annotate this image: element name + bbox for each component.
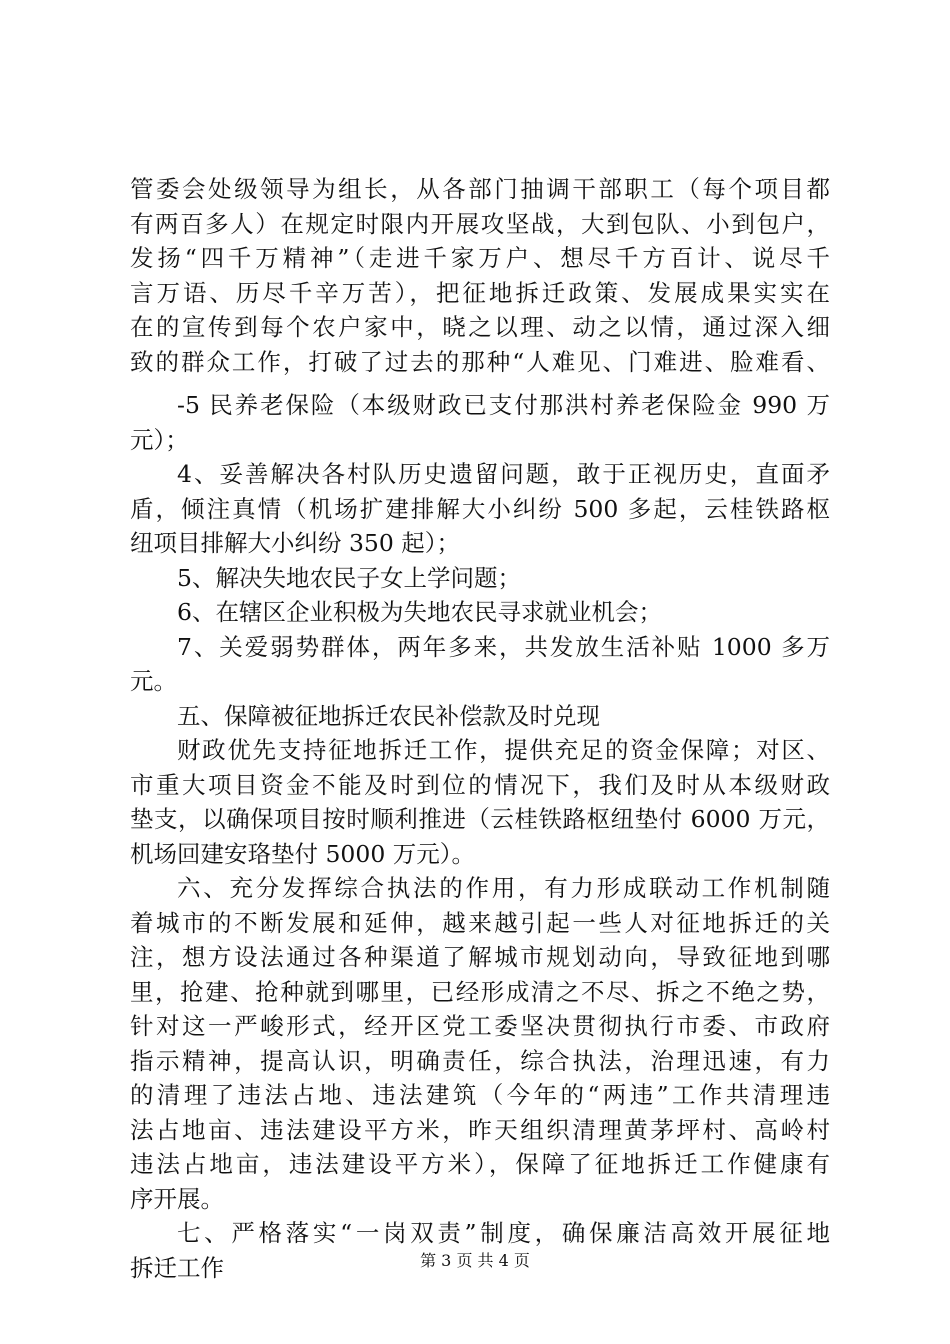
text-line: 致的群众工作，打破了过去的那种“人难见、门难进、脸难看、 — [130, 347, 830, 376]
text-line: 4、妥善解决各村队历史遗留问题，敢于正视历史，直面矛 — [177, 460, 830, 488]
text-line: 垫支，以确保项目按时顺利推进（云桂铁路枢纽垫付 6000 万元， — [130, 805, 830, 833]
section-heading: 七、严格落实“一岗双责”制度，确保廉洁高效开展征地 — [177, 1219, 830, 1247]
text-line: 里，抢建、抢种就到哪里，已经形成清之不尽、拆之不绝之势， — [130, 977, 830, 1006]
text-line: 有两百多人）在规定时限内开展攻坚战，大到包队、小到包户， — [130, 209, 830, 238]
section-heading: 六、充分发挥综合执法的作用，有力形成联动工作机制随 — [177, 874, 830, 902]
text-line: 言万语、历尽千辛万苦），把征地拆迁政策、发展成果实实在 — [130, 278, 830, 307]
top-paragraph — [130, 172, 830, 379]
text-line: 的清理了违法占地、违法建筑（今年的“两违”工作共清理违 — [130, 1081, 830, 1109]
text-line: 指示精神，提高认识，明确责任，综合执法，治理迅速，有力 — [130, 1046, 830, 1075]
text-line: 5、解决失地农民子女上学问题； — [177, 563, 521, 592]
text-line: 纽项目排解大小纠纷 350 起）； — [130, 529, 461, 557]
text-line: 拆迁工作 — [130, 1253, 224, 1282]
text-line: 7、关爱弱势群体，两年多来，共发放生活补贴 1000 多万 — [177, 632, 830, 661]
text-line: -5 民养老保险（本级财政已支付那洪村养老保险金 990 万 — [177, 391, 830, 419]
text-line: 违法占地亩，违法建设平方米），保障了征地拆迁工作健康有 — [130, 1150, 830, 1178]
text-line: 机场回建安珞垫付 5000 万元）。 — [130, 839, 475, 868]
main-body — [130, 388, 830, 1285]
text-line: 市重大项目资金不能及时到位的情况下，我们及时从本级财政 — [130, 770, 830, 799]
page-number-footer: 第 3 页 共 4 页 — [420, 1251, 530, 1270]
text-line: 6、在辖区企业积极为失地农民寻求就业机会； — [177, 598, 662, 626]
text-line: 注，想方设法通过各种渠道了解城市规划动向，导致征地到哪 — [130, 943, 830, 971]
text-line: 盾，倾注真情（机场扩建排解大小纠纷 500 多起，云桂铁路枢 — [130, 494, 830, 523]
text-line: 在的宣传到每个农户家中，晓之以理、动之以情，通过深入细 — [130, 313, 830, 341]
text-line: 法占地亩、违法建设平方米，昨天组织清理黄茅坪村、高岭村 — [130, 1115, 830, 1144]
text-line: 元。 — [130, 667, 177, 695]
text-line: 着城市的不断发展和延伸，越来越引起一些人对征地拆迁的关 — [130, 908, 830, 937]
text-line: 序开展。 — [130, 1184, 224, 1213]
text-line: 财政优先支持征地拆迁工作，提供充足的资金保障；对区、 — [177, 736, 830, 764]
text-line: 针对这一严峻形式，经开区党工委坚决贯彻执行市委、市政府 — [130, 1012, 830, 1040]
text-line: 管委会处级领导为组长，从各部门抽调干部职工（每个项目都 — [130, 175, 830, 203]
text-line: 发扬“四千万精神”（走进千家万户、想尽千方百计、说尽千 — [130, 244, 830, 272]
text-line: 元）； — [130, 425, 189, 454]
section-heading: 五、保障被征地拆迁农民补偿款及时兑现 — [177, 701, 600, 730]
